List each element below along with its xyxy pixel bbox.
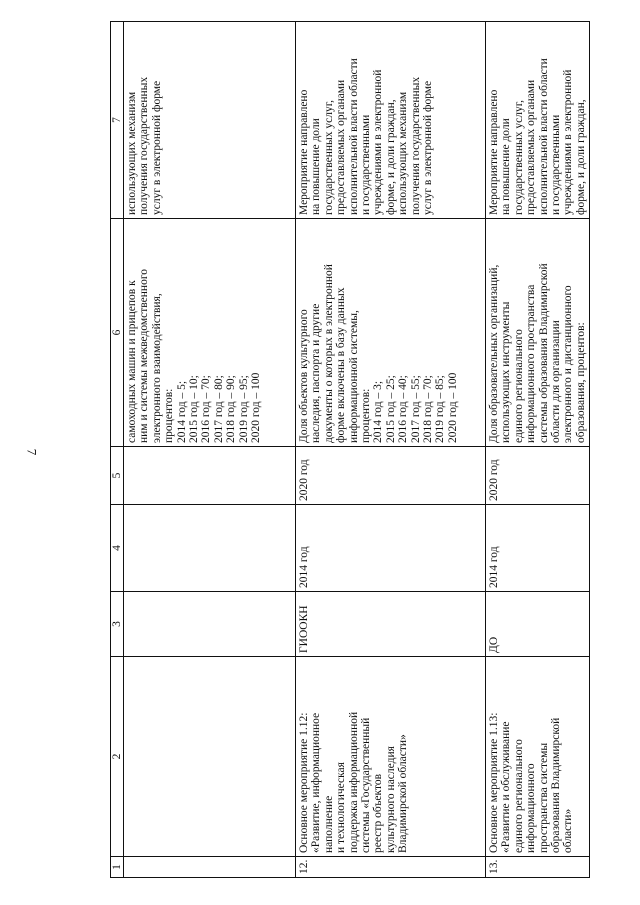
- indicator-line: 2014 год – 5;: [175, 380, 188, 443]
- executor-cell: ГИООКН: [296, 592, 486, 657]
- indicator-line: 2020 год – 100: [446, 372, 459, 443]
- result-line: форме, и доли граждан,: [574, 99, 587, 215]
- indicator-cell: [124, 219, 296, 447]
- indicator-line: Доля образовательных организаций,: [488, 264, 500, 443]
- end-year-cell: 2020 год: [486, 447, 590, 505]
- measure-line: единого регионального: [512, 739, 525, 853]
- executor-cell: [124, 592, 296, 657]
- measure-line: «Развитие, информационное: [310, 712, 323, 853]
- measure-line: поддержка информационной: [347, 711, 360, 853]
- indicator-line: электронного взаимодействия,: [150, 293, 163, 443]
- indicator-line: 2015 год – 25;: [384, 375, 397, 443]
- result-line: на повышение доли: [500, 118, 513, 215]
- indicator-line: форме включены в базу данных: [335, 287, 348, 443]
- result-line: и государственными: [550, 114, 563, 215]
- row-number: 13.: [486, 857, 590, 878]
- indicator-cell: [486, 219, 590, 447]
- indicator-line: самоходных машин и прицепов к: [126, 280, 138, 443]
- measure-line: Основное мероприятие 1.13:: [488, 712, 500, 853]
- indicator-cell: [296, 219, 486, 447]
- measure-line: информационного: [525, 763, 538, 853]
- measure-line: системы «Государственный: [360, 717, 373, 853]
- result-line: Мероприятие направлено: [298, 89, 310, 215]
- indicator-line: процентов:: [360, 388, 373, 443]
- indicator-line: наследия, паспорта и другие: [310, 303, 323, 443]
- indicator-line: 2014 год – 3;: [372, 380, 385, 443]
- indicator-line: 2020 год – 100: [250, 372, 263, 443]
- measure-cell: [296, 657, 486, 857]
- header-row: [111, 22, 124, 878]
- indicator-line: процентов:: [163, 388, 176, 443]
- header-col-6: 6: [111, 219, 124, 447]
- measure-line: культурного наследия: [384, 746, 397, 853]
- indicator-line: Доля объектов культурного: [298, 309, 310, 443]
- result-cell: [296, 22, 486, 219]
- table-row-13: [486, 22, 590, 878]
- header-col-1: 1: [111, 857, 124, 878]
- result-line: услуг в электронной форме: [150, 80, 163, 215]
- measure-line: Основное мероприятие 1.12:: [298, 712, 310, 853]
- result-line: и государственными: [360, 114, 373, 215]
- executor-cell: ДО: [486, 592, 590, 657]
- indicator-line: 2017 год – 80;: [212, 375, 225, 443]
- indicator-line: единого регионального: [512, 329, 525, 443]
- indicator-line: использующих инструменты: [500, 301, 513, 443]
- indicator-line: 2019 год – 85;: [434, 375, 447, 443]
- header-col-4: 4: [111, 505, 124, 592]
- result-line: учреждениями в электронной: [372, 69, 385, 215]
- end-year-cell: [124, 447, 296, 505]
- start-year-cell: 2014 год: [296, 505, 486, 592]
- result-line: получения государственных: [138, 76, 151, 215]
- indicator-line: системы образования Владимирской: [537, 263, 550, 443]
- measure-line: «Развитие и обслуживание: [500, 721, 513, 853]
- result-line: форме, и доли граждан,: [384, 99, 397, 215]
- header-col-7: 7: [111, 22, 124, 219]
- result-line: предоставляемых органами: [335, 79, 348, 215]
- measure-line: области»: [562, 808, 575, 853]
- result-line: исполнительной власти области: [347, 58, 360, 215]
- indicator-line: 2017 год – 55;: [409, 375, 422, 443]
- measure-line: и технологическая: [335, 762, 348, 853]
- indicator-line: ним и системы межведомственного: [138, 269, 151, 443]
- measure-line: наполнение: [322, 795, 335, 853]
- indicator-line: 2016 год – 40;: [397, 375, 410, 443]
- measure-line: образования Владимирской: [550, 717, 563, 853]
- indicator-line: информационного пространства: [525, 284, 538, 443]
- indicator-line: 2016 год – 70;: [200, 375, 213, 443]
- header-col-5: 5: [111, 447, 124, 505]
- header-col-3: 3: [111, 592, 124, 657]
- measure-cell: [124, 657, 296, 857]
- start-year-cell: [124, 505, 296, 592]
- result-line: получения государственных: [409, 76, 422, 215]
- page-number: 7: [24, 448, 40, 456]
- end-year-cell: 2020 год: [296, 447, 486, 505]
- indicator-line: документы о которых в электронной: [322, 264, 335, 443]
- indicator-line: 2018 год – 90;: [225, 375, 238, 443]
- indicator-line: области для организации: [550, 320, 563, 443]
- indicator-line: электронного и дистанционного: [562, 285, 575, 443]
- indicator-line: 2015 год – 10;: [188, 375, 201, 443]
- table-row-continuation: [124, 22, 296, 878]
- rotated-page-content: [110, 22, 598, 878]
- row-number: 12.: [296, 857, 486, 878]
- measure-line: Владимирской области»: [397, 734, 410, 853]
- result-cell: [124, 22, 296, 219]
- indicator-line: 2019 год – 95;: [237, 375, 250, 443]
- indicator-line: 2018 год – 70;: [422, 375, 435, 443]
- result-line: использующих механизм: [397, 91, 410, 215]
- measure-line: реестр объектов: [372, 774, 385, 853]
- result-line: услуг в электронной форме: [422, 80, 435, 215]
- result-line: предоставляемых органами: [525, 79, 538, 215]
- indicator-line: информационной системы,: [347, 310, 360, 443]
- row-number: [124, 857, 296, 878]
- measure-cell: [486, 657, 590, 857]
- result-line: государственных услуг,: [322, 99, 335, 215]
- result-line: исполнительной власти области: [537, 58, 550, 215]
- header-col-2: 2: [111, 657, 124, 857]
- measure-line: пространства системы: [537, 742, 550, 853]
- table-row-12: [296, 22, 486, 878]
- result-line: Мероприятие направлено: [488, 89, 500, 215]
- indicator-line: образования, процентов:: [574, 322, 587, 443]
- result-cell: [486, 22, 590, 219]
- result-line: на повышение доли: [310, 118, 323, 215]
- measures-table: [110, 21, 590, 878]
- result-line: учреждениями в электронной: [562, 69, 575, 215]
- result-line: государственных услуг,: [512, 99, 525, 215]
- start-year-cell: 2014 год: [486, 505, 590, 592]
- result-line: использующих механизм: [126, 91, 138, 215]
